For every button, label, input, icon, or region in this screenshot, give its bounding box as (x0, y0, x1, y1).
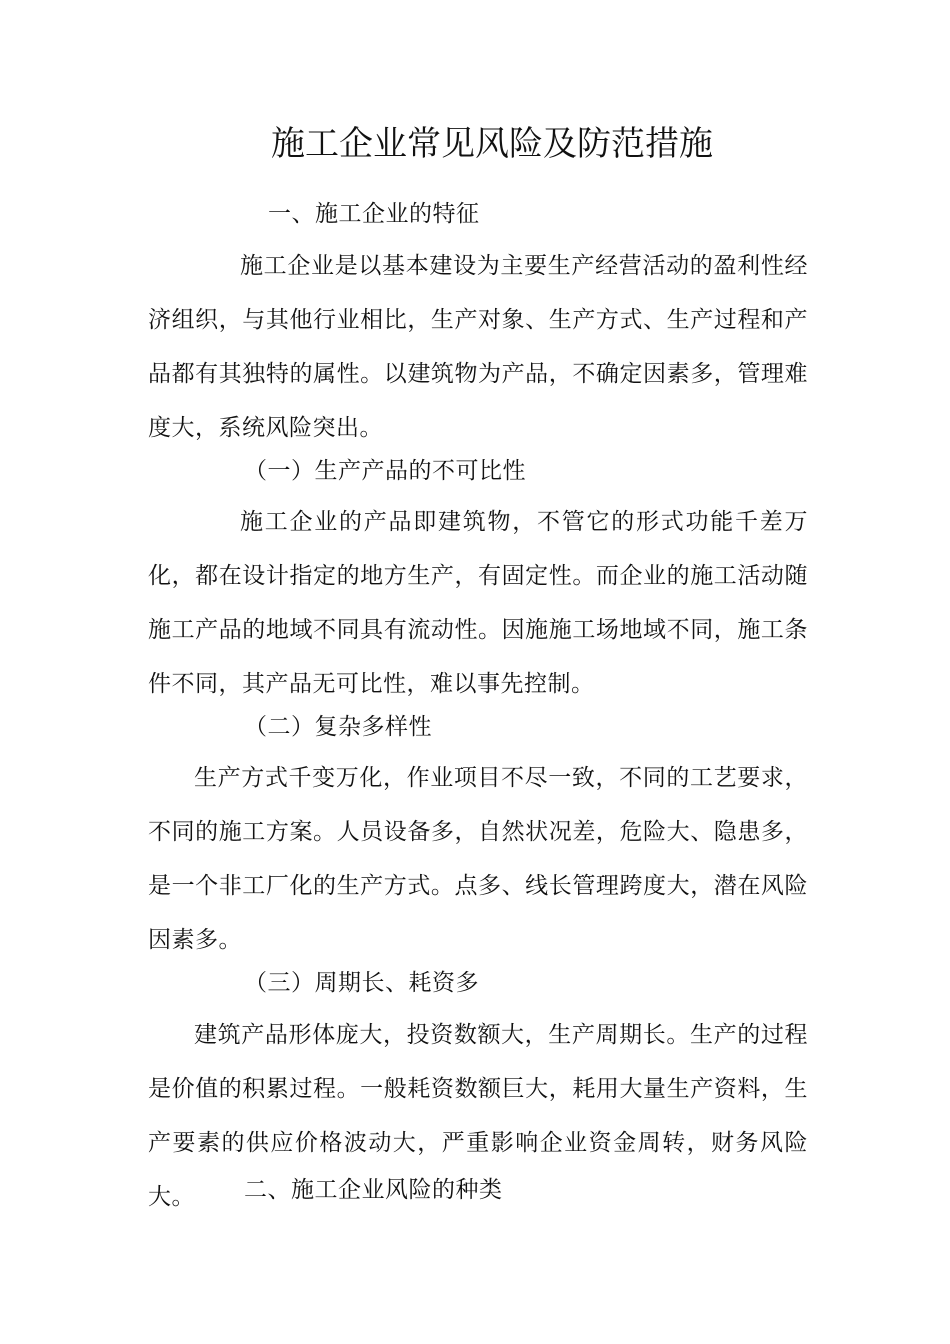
document-title: 施工企业常见风险及防范措施 (271, 124, 713, 164)
subsection-heading-1: （一）生产产品的不可比性 (244, 458, 526, 484)
subsection-heading-3: （三）周期长、耗资多 (244, 970, 479, 996)
section-heading-1: 一、施工企业的特征 (268, 201, 480, 227)
subsection-heading-2: （二）复杂多样性 (244, 714, 432, 740)
paragraph-sub2: 生产方式千变万化，作业项目不尽一致，不同的工艺要求，不同的施工方案。人员设备多，自然状况差，危险大、隐患多，是一个非工厂化的生产方式。点多、线长管理跨度大，潜在风险因素多。 (148, 765, 808, 953)
paragraph-sub3: 建筑产品形体庞大，投资数额大，生产周期长。生产的过程是价值的积累过程。一般耗资数额巨大，耗用大量生产资料，生产要素的供应价格波动大，严重影响企业资金周转，财务风险大。 (148, 1022, 808, 1210)
paragraph-intro: 施工企业是以基本建设为主要生产经营活动的盈利性经济组织，与其他行业相比，生产对象、生产方式、生产过程和产品都有其独特的属性。以建筑物为产品，不确定因素多，管理难度大，系统风险突出。 (148, 253, 808, 441)
section-1-intro (148, 239, 808, 455)
subsection-2-body (148, 751, 808, 967)
section-heading-2: 二、施工企业风险的种类 (244, 1177, 503, 1203)
paragraph-sub1: 施工企业的产品即建筑物，不管它的形式功能千差万化，都在设计指定的地方生产，有固定性。而企业的施工活动随施工产品的地域不同具有流动性。因施施工场地域不同，施工条件不同，其产品无可比性，难以事先控制。 (148, 509, 808, 697)
subsection-1-body (148, 495, 808, 711)
